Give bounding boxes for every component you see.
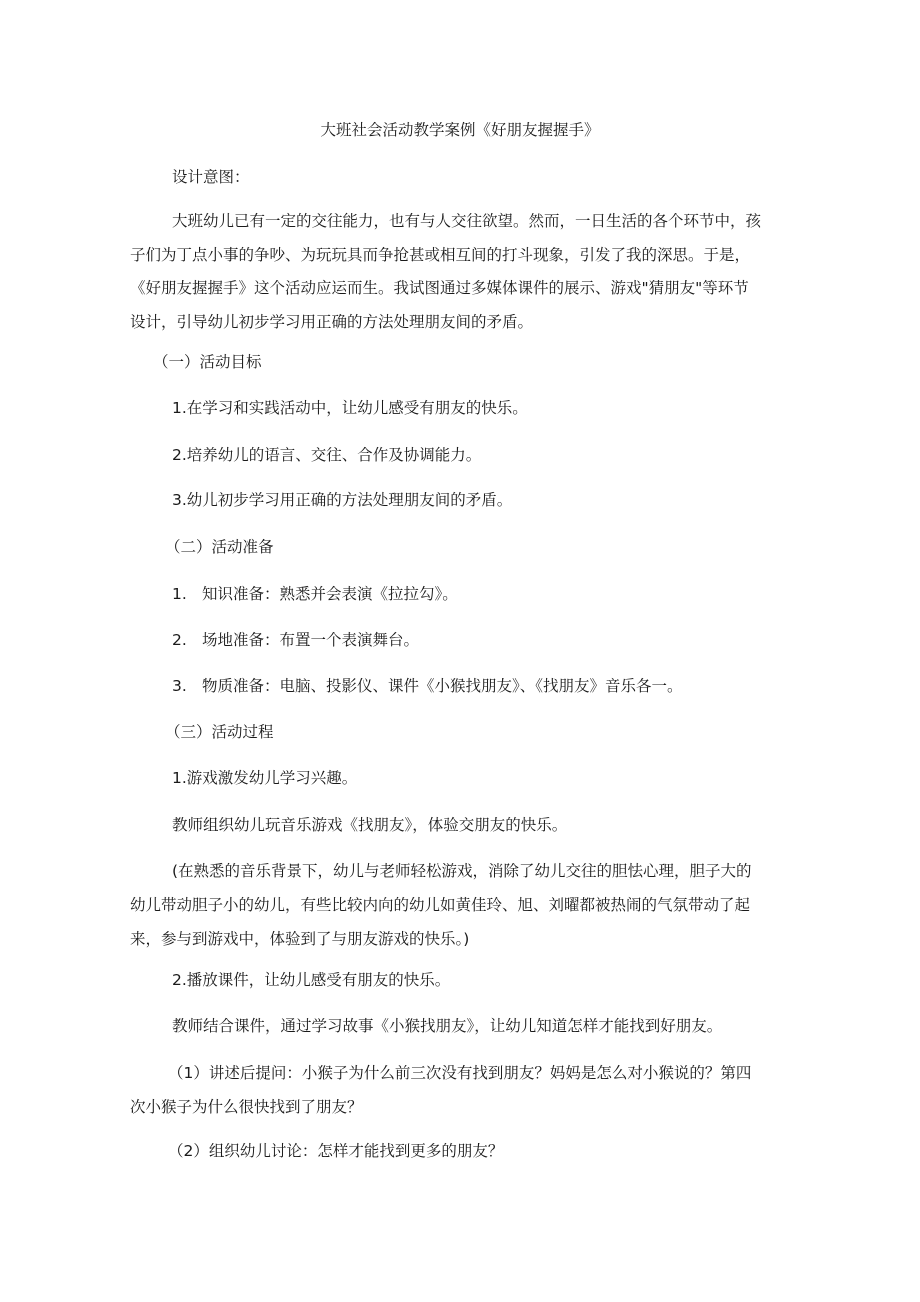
question-line: （1）讲述后提问：小猴子为什么前三次没有找到朋友？妈妈是怎么对小猴说的？第四: [168, 1064, 752, 1082]
design-heading: 设计意图：: [172, 168, 250, 186]
document-title: 大班社会活动教学案例《好朋友握握手》: [320, 121, 600, 139]
prep-item: 场地准备：布置一个表演舞台。: [202, 631, 420, 649]
paragraph-line: 来，参与到游戏中，体验到了与朋友游戏的快乐。): [130, 930, 470, 948]
step-heading: 1.游戏激发幼儿学习兴趣。: [172, 769, 358, 787]
section-heading: （二）活动准备: [165, 538, 274, 556]
paragraph-line: 子们为丁点小事的争吵、为玩玩具而争抢甚或相互间的打斗现象，引发了我的深思。于是，: [130, 246, 751, 264]
paragraph-line: 大班幼儿已有一定的交往能力，也有与人交往欲望。然而，一日生活的各个环节中，孩: [172, 212, 762, 230]
step-text: 教师组织幼儿玩音乐游戏《找朋友》，体验交朋友的快乐。: [172, 816, 568, 834]
question-line: （2）组织幼儿讨论：怎样才能找到更多的朋友？: [168, 1142, 504, 1160]
prep-number: 3.: [172, 677, 187, 695]
section-heading: （一）活动目标: [153, 353, 262, 371]
prep-item: 物质准备：电脑、投影仪、课件《小猴找朋友》、《找朋友》音乐各一。: [202, 677, 683, 695]
prep-number: 1.: [172, 585, 187, 603]
goal-item: 3.幼儿初步学习用正确的方法处理朋友间的矛盾。: [172, 491, 513, 509]
goal-item: 2.培养幼儿的语言、交往、合作及协调能力。: [172, 446, 482, 464]
goal-item: 1.在学习和实践活动中，让幼儿感受有朋友的快乐。: [172, 399, 528, 417]
prep-number: 2.: [172, 631, 187, 649]
prep-item: 知识准备：熟悉并会表演《拉拉勾》。: [202, 585, 458, 603]
paragraph-line: (在熟悉的音乐背景下，幼儿与老师轻松游戏，消除了幼儿交往的胆怯心理，胆子大的: [172, 862, 752, 880]
step-text: 教师结合课件，通过学习故事《小猴找朋友》，让幼儿知道怎样才能找到好朋友。: [172, 1017, 723, 1035]
paragraph-line: 设计，引导幼儿初步学习用正确的方法处理朋友间的矛盾。: [130, 313, 534, 331]
paragraph-line: 《好朋友握握手》这个活动应运而生。我试图通过多媒体课件的展示、游戏"猜朋友"等环节: [130, 279, 749, 297]
section-heading: （三）活动过程: [165, 723, 274, 741]
question-line: 次小猴子为什么很快找到了朋友？: [130, 1098, 363, 1116]
step-heading: 2.播放课件，让幼儿感受有朋友的快乐。: [172, 971, 451, 989]
paragraph-line: 幼儿带动胆子小的幼儿，有些比较内向的幼儿如黄佳玲、旭、刘曜都被热闹的气氛带动了起: [130, 896, 751, 914]
